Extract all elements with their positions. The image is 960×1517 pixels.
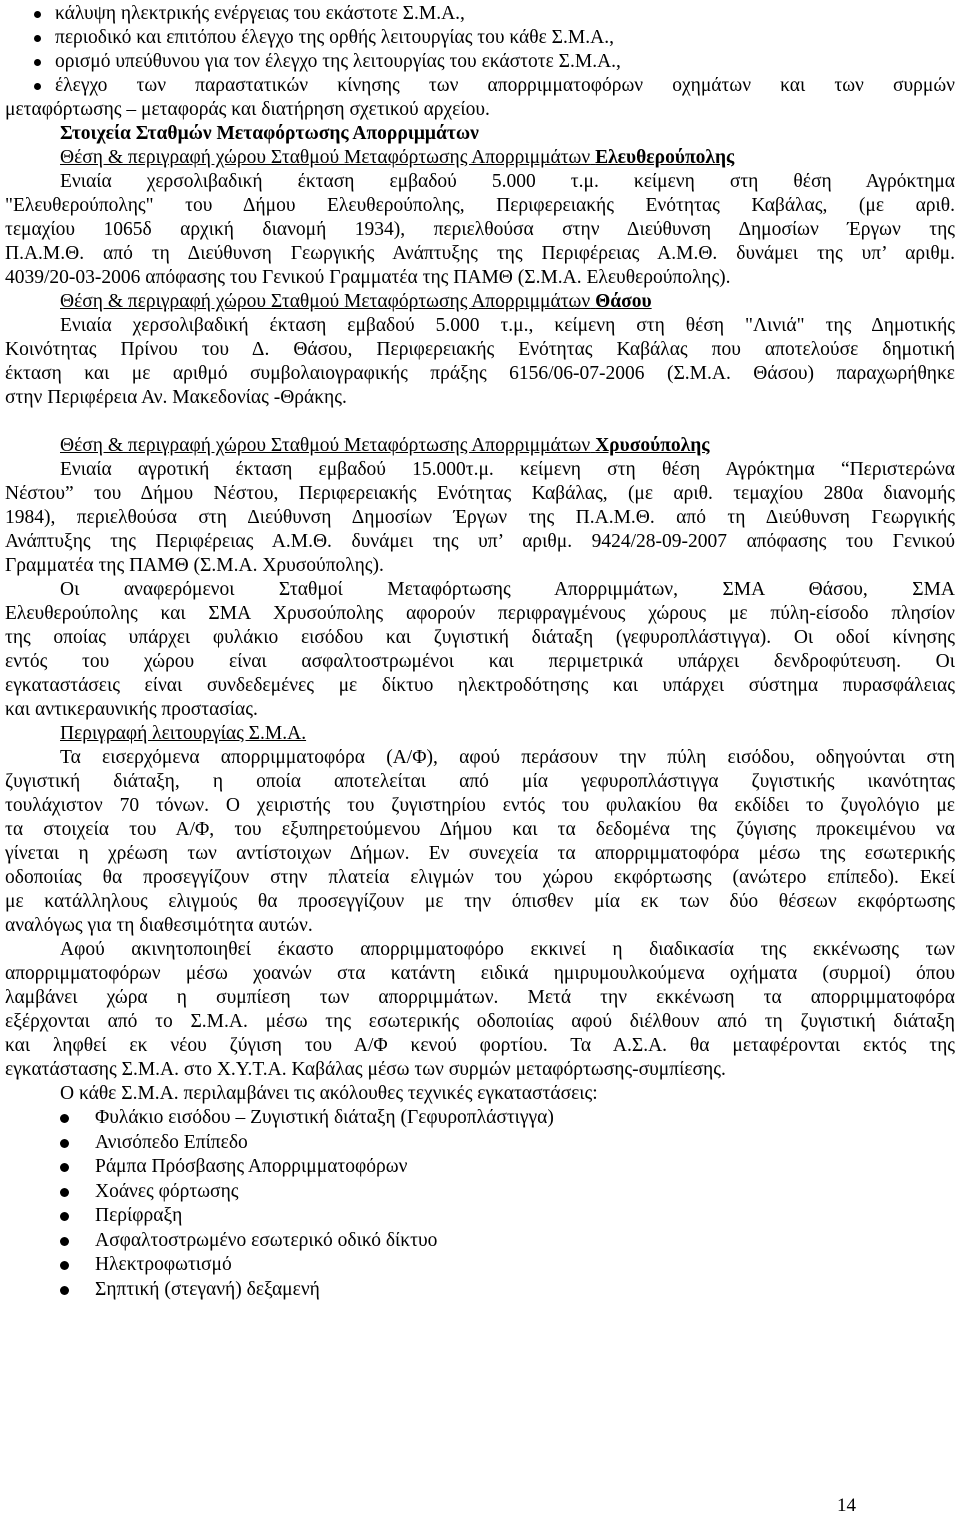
paragraph-line: ζυγιστική διάταξη, η οποία αποτελείται από μία γεφυροπλάστιγγα ζυγιστικής ικανότητας — [5, 771, 955, 792]
facilities-intro: Ο κάθε Σ.Μ.Α. περιλαμβάνει τις ακόλουθες τεχνικές εγκαταστάσεις: — [60, 1083, 598, 1104]
paragraph-line: εντός του χώρου είναι ασφαλτοστρωμένοι και περιμετρικά υπάρχει δενδροφύτευση. Οι — [5, 651, 955, 672]
operation-heading: Περιγραφή λειτουργίας Σ.Μ.Α. — [60, 723, 307, 744]
paragraph-line: Γραμματέα της ΠΑΜΘ (Σ.Μ.Α. Χρυσούπολης). — [5, 555, 384, 576]
chrysoupoli-place: Χρυσούπολης — [595, 435, 710, 456]
thasos-title — [5, 290, 955, 314]
paragraph-line: Ενιαία χερσολιβαδική έκταση εμβαδού 5.000 τ.μ. κείμενη στη θέση Αγρόκτημα — [60, 171, 955, 192]
chrysoupoli-title-text: Θέση & περιγραφή χώρου Σταθμού Μεταφόρτωσης Απορριμμάτων — [60, 435, 591, 456]
thasos-title-text: Θέση & περιγραφή χώρου Σταθμού Μεταφόρτωσης Απορριμμάτων — [60, 291, 591, 312]
paragraph-line: της οποίας υπάρχει φυλάκιο εισόδου και ζυγιστική διάταξη (γεφυροπλάστιγγα). Οι οδοί κίνησης — [5, 627, 955, 648]
document-page — [5, 2, 955, 1302]
list-item: κάλυψη ηλεκτρικής ενέργειας του εκάστοτε Σ.Μ.Α., — [5, 2, 955, 26]
paragraph-line: 1984), περιελθούσα στη Διεύθυνση Δημοσίων Έργων της Π.Α.Μ.Θ. από τη Διεύθυνση Γεωργικής — [5, 507, 955, 528]
paragraph-line: τα στοιχεία του Α/Φ, του εξυπηρετούμενου Δήμου και τα δεδομένα της ζύγισης προκειμένου να — [5, 819, 955, 840]
paragraph-line: Π.Α.Μ.Θ. από τη Διεύθυνση Γεωργικής Ανάπτυξης της Περιφέρειας Α.Μ.Θ. δυνάμει της υπ’ αριθμ. — [5, 243, 955, 264]
facility-item: Περίφραξη — [5, 1204, 955, 1229]
eleftheroupoli-title-text: Θέση & περιγραφή χώρου Σταθμού Μεταφόρτωσης Απορριμμάτων — [60, 147, 591, 168]
paragraph-line: στην Περιφέρεια Αν. Μακεδονίας -Θράκης. — [5, 387, 347, 408]
page-number: 14 — [837, 1495, 856, 1516]
facility-item: Ράμπα Πρόσβασης Απορριμματοφόρων — [5, 1155, 955, 1180]
list-item-continuation: μεταφόρτωσης – μεταφοράς και διατήρηση σχετικού αρχείου. — [5, 99, 490, 120]
eleftheroupoli-place: Ελευθερούπολης — [595, 147, 735, 168]
chrysoupoli-title — [5, 434, 955, 458]
paragraph-line: με κατάλληλους ελιγμούς θα προσεγγίζουν με την όπισθεν μία εκ των δύο θέσεων εκφόρτωσης — [5, 891, 955, 912]
paragraph-line: και ληφθεί εκ νέου ζύγιση του Α/Φ κενού φορτίου. Τα Α.Σ.Α. θα μεταφέρονται εκτός της — [5, 1035, 955, 1056]
paragraph-line: Νέστου” του Δήμου Νέστου, Περιφερειακής Ενότητας Καβάλας, (με αριθ. τεμαχίου 280α διανομής — [5, 483, 955, 504]
facility-item: Ασφαλτοστρωμένο εσωτερικό οδικό δίκτυο — [5, 1229, 955, 1254]
facility-item: Ανισόπεδο Επίπεδο — [5, 1131, 955, 1156]
paragraph-line: γίνεται η χρέωση των αντίστοιχων Δήμων. Εν συνεχεία τα απορριμματοφόρα μέσω της εσωτερικής — [5, 843, 955, 864]
eleftheroupoli-title — [5, 146, 955, 170]
paragraph-line: εγκατάστασης Σ.Μ.Α. στο Χ.Υ.Τ.Α. Καβάλας μέσω των συρμών μεταφόρτωσης-συμπίεσης. — [5, 1059, 726, 1080]
paragraph-line: Ενιαία χερσολιβαδική έκταση εμβαδού 5.000 τ.μ., κείμενη στη θέση "Λινιά" της Δημοτικής — [60, 315, 955, 336]
blank-line — [5, 410, 955, 434]
paragraph-line: οδοποιίας θα προσεγγίζουν στην πλατεία ελιγμών του χώρου εκφόρτωσης (ανώτερο επίπεδο). Εκεί — [5, 867, 955, 888]
paragraph-line: Ελευθερούπολης και ΣΜΑ Χρυσούπολης αφορούν περιφραγμένους χώρους με πύλη-είσοδο πλησίον — [5, 603, 955, 624]
paragraph-line: Τα εισερχόμενα απορριμματοφόρα (Α/Φ), αφού περάσουν την πύλη εισόδου, οδηγούνται στη — [60, 747, 955, 768]
paragraph-line: τεμαχίου 1065δ αρχική διανομή 1934), περιελθούσα στην Διεύθυνση Δημοσίων Έργων της — [5, 219, 955, 240]
facility-item: Φυλάκιο εισόδου – Ζυγιστική διάταξη (Γεφυροπλάστιγγα) — [5, 1106, 955, 1131]
facility-item: Σηπτική (στεγανή) δεξαμενή — [5, 1278, 955, 1303]
paragraph-line: λαμβάνει χώρα η συμπίεση των απορριμμάτων. Μετά την εκκένωση τα απορριμματοφόρα — [5, 987, 955, 1008]
paragraph-line: έκταση και με αριθμό συμβολαιογραφικής πράξης 6156/06-07-2006 (Σ.Μ.Α. Θάσου) παραχωρήθηκε — [5, 363, 955, 384]
list-item: ορισμό υπεύθυνου για τον έλεγχο της λειτουργίας του εκάστοτε Σ.Μ.Α., — [5, 50, 955, 74]
paragraph-line: και αντικεραυνικής προστασίας. — [5, 699, 258, 720]
paragraph-line: αναλόγως για τη διαθεσιμότητα αυτών. — [5, 915, 313, 936]
paragraph-line: Ενιαία αγροτική έκταση εμβαδού 15.000τ.μ. κείμενη στη θέση Αγρόκτημα “Περιστερώνα — [60, 459, 955, 480]
paragraph-line: απορριμματοφόρων μέσω χοανών στα κατάντη ειδικά ημιρυμουλκούμενα οχήματα (συρμοί) όπου — [5, 963, 955, 984]
paragraph-line: "Ελευθερούπολης" του Δήμου Ελευθερούπολης, Περιφερειακής Ενότητας Καβάλας, (με αριθ. — [5, 195, 955, 216]
thasos-place: Θάσου — [595, 291, 652, 312]
paragraph-line: Ανάπτυξης της Περιφέρειας Α.Μ.Θ. δυνάμει της υπ’ αριθμ. 9424/28-09-2007 απόφασης του Γενικού — [5, 531, 955, 552]
facility-item: Χοάνες φόρτωσης — [5, 1180, 955, 1205]
paragraph-line: Κοινότητας Πρίνου του Δ. Θάσου, Περιφερειακής Ενότητας Καβάλας που αποτελούσε δημοτική — [5, 339, 955, 360]
paragraph-line: τουλάχιστον 70 τόνων. Ο χειριστής του ζυγιστηρίου εντός του φυλακίου θα εκδίδει το ζυγολόγιο με — [5, 795, 955, 816]
list-item: περιοδικό και επιτόπου έλεγχο της ορθής λειτουργίας του κάθε Σ.Μ.Α., — [5, 26, 955, 50]
paragraph-line: 4039/20-03-2006 απόφασης του Γενικού Γραμματέα της ΠΑΜΘ (Σ.Μ.Α. Ελευθερούπολης). — [5, 267, 731, 288]
section-heading: Στοιχεία Σταθμών Μεταφόρτωσης Απορριμμάτων — [60, 123, 479, 144]
paragraph-line: εγκαταστάσεις είναι συνδεδεμένες με δίκτυο ηλεκτροδότησης και υπάρχει σύστημα πυρασφάλειας — [5, 675, 955, 696]
paragraph-line: Αφού ακινητοποιηθεί έκαστο απορριμματοφόρο εκκινεί η διαδικασία της εκκένωσης των — [60, 939, 955, 960]
paragraph-line: εξέρχονται από το Σ.Μ.Α. μέσω της εσωτερικής οδοποιίας αφού διέλθουν από τη ζυγιστική διάταξη — [5, 1011, 955, 1032]
facility-item: Ηλεκτροφωτισμό — [5, 1253, 955, 1278]
list-item: έλεγχο των παραστατικών κίνησης των απορριμματοφόρων οχημάτων και των συρμών — [5, 74, 955, 98]
paragraph-line: Οι αναφερόμενοι Σταθμοί Μεταφόρτωσης Απορριμμάτων, ΣΜΑ Θάσου, ΣΜΑ — [60, 579, 955, 600]
